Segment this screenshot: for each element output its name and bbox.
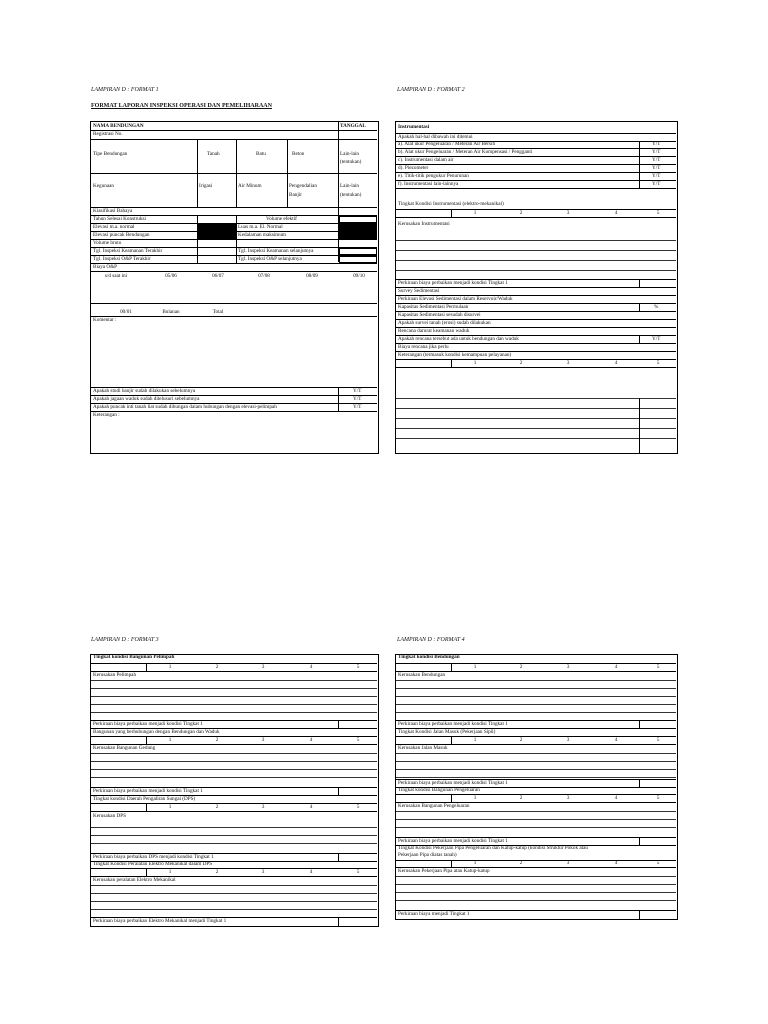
f3-section-2: Bangunan yang berhubungan dengan Bendungan dan Waduk bbox=[93, 729, 220, 735]
scale-3: 3 bbox=[566, 210, 570, 216]
kedalaman-label: Kedalaman maksimum bbox=[238, 232, 286, 238]
f3-scale-c1: 1 bbox=[168, 804, 172, 810]
instrumentasi-question: Apakah hal-hal dibawah ini ditemui bbox=[398, 134, 473, 140]
rencana-darurat: Rencana darurat keamanan waduk bbox=[398, 328, 470, 334]
yt-f: Y/T bbox=[652, 181, 661, 187]
format-4-label: LAMPIRAN D : FORMAT 4 bbox=[397, 637, 465, 643]
elevasi-normal-label: Elevasi m.a. normal bbox=[93, 224, 135, 230]
f4-scale-c2: 2 bbox=[519, 795, 523, 801]
year-4: 08/09 bbox=[306, 273, 318, 279]
keterangan-label: Keterangan : bbox=[93, 412, 120, 418]
f4-perkiraan-3: Perkiraan biaya perbaikan menjadi kondisi Tingkat 1 bbox=[398, 838, 508, 844]
kegunaan-air-minum: Air Minum bbox=[238, 183, 262, 189]
biaya-rencana: Biaya rencana jika perlu bbox=[398, 344, 449, 350]
f3-scale-c3: 3 bbox=[261, 804, 265, 810]
item-c: c). Instrumentasi dalam air bbox=[398, 157, 454, 163]
yt-d: Y/T bbox=[652, 165, 661, 171]
f4-scale-b3: 3 bbox=[566, 737, 570, 743]
scale-5: 5 bbox=[656, 210, 660, 216]
kegunaan-lain: Lain-lain bbox=[340, 183, 360, 189]
tgl-op-next-label: Tgl. Inspeksi O&P selanjutnya bbox=[238, 256, 302, 262]
f4-scale-d2: 2 bbox=[519, 860, 523, 866]
year-3: 07/08 bbox=[258, 273, 270, 279]
tanggal-label: TANGGAL bbox=[340, 123, 366, 129]
f3-scale-c2: 2 bbox=[215, 804, 219, 810]
f4-section-1: Tingkat kondisi Bendungan bbox=[398, 654, 460, 660]
f4-scale-b2: 2 bbox=[519, 737, 523, 743]
yt-c: Y/T bbox=[652, 157, 661, 163]
kapasitas-permulaan: Kapasitas Sedimentasi Permulaan bbox=[398, 304, 469, 310]
f4-scale-b5: 5 bbox=[656, 737, 660, 743]
f4-perkiraan-1: Perkiraan biaya perbaikan menjadi kondisi Tingkat 1 bbox=[398, 721, 508, 727]
tipe-tanah: Tanah bbox=[207, 151, 220, 157]
yt-e: Y/T bbox=[652, 173, 661, 179]
format-1-label: LAMPIRAN D : FORMAT 1 bbox=[91, 87, 159, 93]
question-studi-banjir: Apakah studi banjir sudah dilakukan sebelumnya bbox=[93, 388, 196, 394]
perkiraan-biaya-instrumentasi: Perkiraan biaya perbaikan menjadi kondisi Tingkat 1 bbox=[398, 280, 508, 286]
f4-section-2: Tingkat Kondisi Jalan Masuk (Pekerjaan Sipil) bbox=[398, 729, 496, 735]
yt-3: Y/T bbox=[353, 404, 362, 410]
item-a: a). Alat ukur Pengeluaran / Meteran Air Bersih bbox=[398, 141, 496, 147]
registrasi-label: Registrasi No. bbox=[93, 131, 123, 137]
percent-sign: % bbox=[654, 304, 659, 310]
f3-section-3: Tingkat kondisi Daerah Pengaliran Sungai (DPS) bbox=[93, 796, 196, 802]
scale-1: 1 bbox=[473, 210, 477, 216]
luas-label: Luas m.a. El. Normal bbox=[238, 224, 283, 230]
scale-2: 2 bbox=[519, 210, 523, 216]
f4-perkiraan-2: Perkiraan biaya perbaikan menjadi kondisi Tingkat 1 bbox=[398, 780, 508, 786]
f4-section-4-cont: Pekerjaan Pipa diatas tanah) bbox=[398, 852, 457, 858]
f4-scale-d1: 1 bbox=[473, 860, 477, 866]
volume-bruto-label: Volume bruto bbox=[93, 240, 122, 246]
f4-scale-a1: 1 bbox=[473, 664, 477, 670]
yt-2: Y/T bbox=[353, 396, 362, 402]
f4-kerusakan-3: Kerusakan Bangunan Pengeluaran bbox=[398, 803, 470, 809]
f3-scale-d5: 5 bbox=[356, 869, 360, 875]
f3-scale-d2: 2 bbox=[215, 869, 219, 875]
volume-efektif-label: Volume efektif bbox=[266, 216, 297, 222]
item-e: e). Titik-titik pengukur Penurunan bbox=[398, 173, 469, 179]
f3-scale-b2: 2 bbox=[215, 737, 219, 743]
f3-scale-a2: 2 bbox=[215, 664, 219, 670]
bulanan-label: Bulanan bbox=[162, 309, 180, 315]
total-label: Total bbox=[212, 309, 224, 315]
tgl-op-label: Tgl. Inspeksi O&P Terakhir bbox=[93, 256, 151, 262]
f4-scale-a2: 2 bbox=[519, 664, 523, 670]
kegunaan-lain-tentukan: (tentukan) bbox=[340, 192, 362, 198]
yt-1: Y/T bbox=[353, 388, 362, 394]
tingkat-instrumentasi: Tingkat Kondisi Instrumentasi (elektro-mekanikal) bbox=[398, 201, 504, 207]
year-1: 05/06 bbox=[165, 273, 177, 279]
yt-b: Y/T bbox=[652, 149, 661, 155]
f3-scale-a4: 4 bbox=[309, 664, 313, 670]
tipe-bendungan-label: Tipe Bendungan bbox=[93, 151, 128, 157]
f3-scale-a3: 3 bbox=[261, 664, 265, 670]
year-0: s/d saat ini bbox=[104, 273, 128, 279]
kerusakan-instrumentasi: Kerusakan Instrumentasi bbox=[398, 221, 450, 227]
klasifikasi-label: Klasifikasi Bahaya bbox=[93, 208, 133, 214]
f3-perkiraan-3: Perkiraan biaya perbaikan DPS menjadi kondisi Tingkat 1 bbox=[93, 854, 214, 860]
nama-bendungan-label: NAMA BENDUNGAN bbox=[93, 123, 144, 129]
keterangan-kondisi: Keterangan (termasuk kondisi kemampuan pelayanan) bbox=[398, 352, 512, 358]
question-puncak-inti: Apakah puncak inti tanah liat sudah dibungan dalam hubungan dengan elevasi-pelimpah bbox=[93, 404, 277, 410]
scale2-1: 1 bbox=[473, 360, 477, 366]
f3-scale-d3: 3 bbox=[261, 869, 265, 875]
f3-scale-a5: 5 bbox=[356, 664, 360, 670]
item-b: b). Alat ukur Pengeluaran / Meteran Air Kompensasi / Pengganti bbox=[398, 149, 533, 155]
report-title: FORMAT LAPORAN INSPEKSI OPERASI DAN PEMELIHARAAN bbox=[91, 103, 272, 109]
kegunaan-irigasi: Irigasi bbox=[199, 183, 213, 189]
f3-section-4: Tingkat Kondisi Peralatan Elektro Mekanikal dalam DPS bbox=[93, 861, 213, 867]
tipe-lain-tentukan: (tentukan) bbox=[340, 159, 362, 165]
item-d: d). Piezometer bbox=[398, 165, 429, 171]
format-2-label: LAMPIRAN D : FORMAT 2 bbox=[397, 87, 465, 93]
f3-scale-b3: 3 bbox=[261, 737, 265, 743]
f4-kerusakan-1: Kerusakan Bendungan bbox=[398, 672, 446, 678]
scale2-4: 4 bbox=[614, 360, 618, 366]
f3-perkiraan-1: Perkiraan biaya perbaikan menjadi kondisi Tingkat 1 bbox=[93, 721, 203, 727]
survey-sedimentasi: Survey Sedimentasi bbox=[398, 288, 440, 294]
f4-scale-a5: 5 bbox=[656, 664, 660, 670]
f4-scale-d3: 3 bbox=[566, 860, 570, 866]
f4-scale-b4: 4 bbox=[614, 737, 618, 743]
format-4-sheet bbox=[395, 654, 678, 920]
tipe-beton: Beton bbox=[292, 151, 305, 157]
f4-section-4: Tingkat Kondisi Pekerjaan Pipa Pengeluaran dan Katup-katup (kondisi Struktur Pokok atau bbox=[398, 845, 588, 851]
f4-scale-a3: 3 bbox=[566, 664, 570, 670]
format-3-label: LAMPIRAN D : FORMAT 3 bbox=[91, 637, 159, 643]
apakah-rencana: Apakah rencana tersebut ada untuk bendungan dan waduk bbox=[398, 336, 519, 342]
f4-section-3: Tingkat kondisi Bangunan Pengeluaran bbox=[398, 787, 480, 793]
tahun-label: Tahun Selesai Konstruksi bbox=[93, 216, 146, 222]
f3-scale-b1: 1 bbox=[168, 737, 172, 743]
f3-kerusakan-4: Kerusakan peralatan Elektro Mekanikal bbox=[93, 877, 176, 883]
year-6: 00/01 bbox=[120, 309, 132, 315]
year-5: 09/10 bbox=[353, 273, 365, 279]
f4-kerusakan-2: Kerusakan Jalan Masuk bbox=[398, 745, 448, 751]
survei-erosi: Apakah survei tanah (erosi) sudah dilakukan bbox=[398, 320, 491, 326]
komentar-label: Komentar : bbox=[93, 317, 117, 323]
f4-scale-a4: 4 bbox=[614, 664, 618, 670]
f3-scale-a1: 1 bbox=[168, 664, 172, 670]
f4-perkiraan-4: Perkiraan biaya menjadi Tingkat 1 bbox=[398, 911, 470, 917]
kegunaan-label: Kegunaan bbox=[93, 183, 115, 189]
kegunaan-pengendalian: Pengendalian bbox=[289, 183, 317, 189]
scale-4: 4 bbox=[614, 210, 618, 216]
scale2-5: 5 bbox=[656, 360, 660, 366]
f3-perkiraan-2: Perkiraan biaya perbaikan menjadi kondisi Tingkat 1 bbox=[93, 788, 203, 794]
format-1-sheet bbox=[90, 121, 379, 454]
f3-section-1: Tingkat kondisi Bangunan Pelimpah bbox=[93, 654, 175, 660]
f4-kerusakan-4: Kerusakan Pekerjaan Pipa atau Katup-katup bbox=[398, 868, 490, 874]
f4-scale-b1: 1 bbox=[473, 737, 477, 743]
yt-rencana: Y/T bbox=[652, 336, 661, 342]
f3-scale-d1: 1 bbox=[168, 869, 172, 875]
instrumentasi-title: Instrumentasi bbox=[398, 124, 430, 130]
question-jagaan-waduk: Apakah jagaan waduk sudah ditelusuri sebelumnya bbox=[93, 396, 200, 402]
biaya-op-label: Biaya O&P bbox=[93, 264, 118, 270]
tgl-keamanan-next-label: Tgl. Inspeksi Keamanan selanjutnya bbox=[238, 248, 314, 254]
f3-scale-b4: 4 bbox=[309, 737, 313, 743]
elevasi-puncak-label: Elevasi puncak Bendungan bbox=[93, 232, 150, 238]
f4-scale-c1: 1 bbox=[473, 795, 477, 801]
tipe-lain: Lain-lain bbox=[340, 151, 360, 157]
kapasitas-disurvei: Kapasitas Sedimentasi sesudah disurvei bbox=[398, 312, 481, 318]
f3-scale-c5: 5 bbox=[356, 804, 360, 810]
perkiraan-elevasi: Perkiraan Elevasi Sedimentasi dalam Reservoir/Waduk bbox=[398, 296, 513, 302]
f3-scale-c4: 4 bbox=[309, 804, 313, 810]
tipe-batu: Batu bbox=[256, 151, 266, 157]
f3-scale-b5: 5 bbox=[356, 737, 360, 743]
f3-kerusakan-2: Kerusakan Bangunan Gedung bbox=[93, 745, 156, 751]
f4-scale-c3: 3 bbox=[566, 795, 570, 801]
scale2-2: 2 bbox=[519, 360, 523, 366]
f3-kerusakan-1: Kerusakan Pelimpah bbox=[93, 672, 137, 678]
f4-scale-c4: 4 bbox=[614, 795, 618, 801]
scale2-3: 3 bbox=[566, 360, 570, 366]
kegunaan-banjir: Banjir bbox=[289, 192, 302, 198]
f3-perkiraan-4: Perkiraan biaya perbaikan Elektro Mekanikal menjadi Tingkat 1 bbox=[93, 918, 227, 924]
yt-a: Y/T bbox=[652, 141, 661, 147]
year-2: 06/07 bbox=[212, 273, 224, 279]
format-2-sheet bbox=[395, 121, 678, 454]
format-3-sheet bbox=[90, 654, 379, 927]
f4-scale-c5: 5 bbox=[656, 795, 660, 801]
f4-scale-d4: 4 bbox=[614, 860, 618, 866]
f4-scale-d5: 5 bbox=[656, 860, 660, 866]
f3-kerusakan-3: Kerusakan DPS bbox=[93, 813, 126, 819]
tgl-keamanan-label: Tgl. Inspeksi Keamanan Terakhir bbox=[93, 248, 163, 254]
f3-scale-d4: 4 bbox=[309, 869, 313, 875]
item-f: f). Instrumentasi lain-lainnya bbox=[398, 181, 459, 187]
